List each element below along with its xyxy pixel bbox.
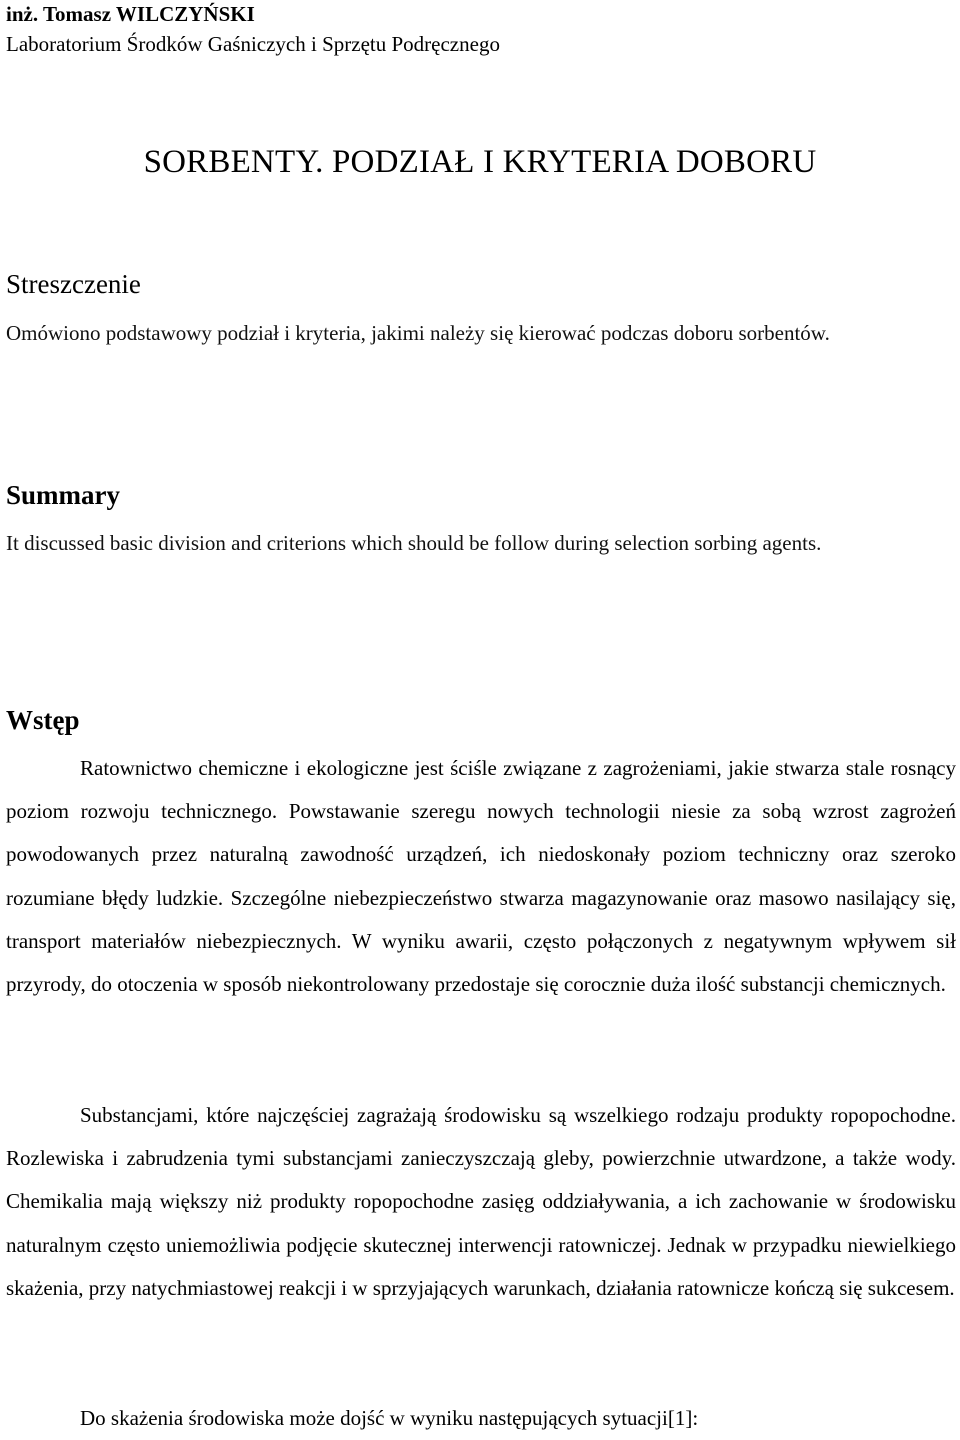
intro-paragraph-3: Do skażenia środowiska może dojść w wyniku następujących sytuacji[1]:	[80, 1406, 699, 1430]
paper-title: SORBENTY. PODZIAŁ I KRYTERIA DOBORU	[143, 144, 817, 180]
abstract-en-heading: Summary	[6, 480, 120, 510]
abstract-pl-text: Omówiono podstawowy podział i kryteria, jakimi należy się kierować podczas doboru sorbentów.	[6, 321, 830, 345]
intro-heading: Wstęp	[6, 705, 80, 735]
author-affiliation: Laboratorium Środków Gaśniczych i Sprzętu Podręcznego	[6, 32, 500, 56]
abstract-pl-heading: Streszczenie	[6, 269, 141, 299]
intro-paragraph-1: Ratownictwo chemiczne i ekologiczne jest ściśle związane z zagrożeniami, jakie stwarza stale rosnący poziom rozwoju technicznego. Powstawanie szeregu nowych technologii niesie za sobą wzrost zagrożeń powodowanych przez naturalną zawodność urządzeń, ich niedoskonały poziom techniczny oraz szeroko rozumiane błędy ludzkie. Szczególne niebezpieczeństwo stwarza magazynowanie oraz masowo nasilający się, transport materiałów niebezpiecznych. W wyniku awarii, często połączonych z negatywnym wpływem sił przyrody, do otoczenia w sposób niekontrolowany przedostaje się corocznie duża ilość substancji chemicznych.	[6, 756, 956, 997]
abstract-en-text: It discussed basic division and criterions which should be follow during selection sorbing agents.	[6, 531, 822, 555]
intro-paragraph-2: Substancjami, które najczęściej zagrażają środowisku są wszelkiego rodzaju produkty ropopochodne. Rozlewiska i zabrudzenia tymi substancjami zanieczyszczają gleby, powierzchnie utwardzone, a także wody. Chemikalia mają większy niż produkty ropopochodne zasięg oddziaływania, a ich zachowanie w środowisku naturalnym często uniemożliwia podjęcie skutecznej interwencji ratowniczej. Jednak w przypadku niewielkiego skażenia, przy natychmiastowej reakcji i w sprzyjających warunkach, działania ratownicze kończą się sukcesem.	[6, 1103, 956, 1300]
author-name: inż. Tomasz WILCZYŃSKI	[6, 2, 255, 26]
